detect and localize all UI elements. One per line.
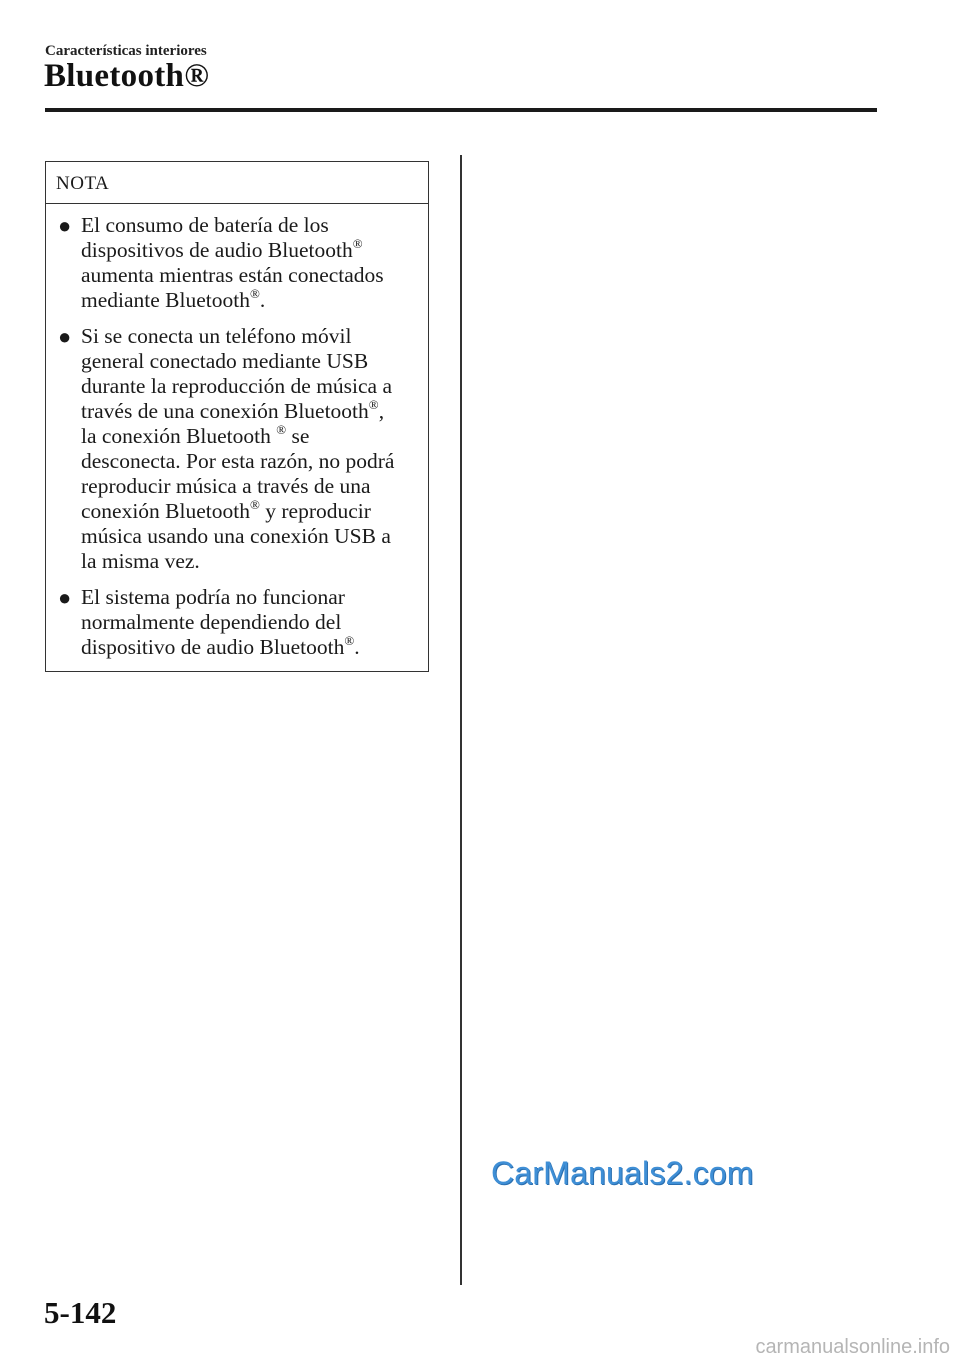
registered-mark: ® <box>276 422 287 437</box>
note-box <box>45 161 429 672</box>
note-list <box>46 204 428 660</box>
note-line: través de una conexión Bluetooth®, <box>81 397 385 423</box>
note-line: reproducir música a través de una <box>81 474 371 498</box>
section-label: Características interiores <box>45 43 207 59</box>
note-line: mediante Bluetooth®. <box>81 286 266 312</box>
column-divider <box>460 155 462 1285</box>
note-item-compatibility <box>46 585 416 660</box>
page-number: 5-142 <box>44 1295 117 1330</box>
note-line: conexión Bluetooth® y reproducir <box>81 497 371 523</box>
title-divider <box>45 108 877 112</box>
note-line: la conexión Bluetooth ® se <box>81 422 310 448</box>
registered-mark: ® <box>249 286 260 301</box>
registered-mark: ® <box>352 236 363 251</box>
note-heading: NOTA <box>46 162 428 204</box>
note-line: Si se conecta un teléfono móvil <box>81 324 352 348</box>
note-line: El consumo de batería de los <box>81 213 329 237</box>
note-line: aumenta mientras están conectados <box>81 263 384 287</box>
registered-mark: ® <box>250 497 260 512</box>
note-line: dispositivo de audio Bluetooth®. <box>81 633 360 659</box>
note-item-battery <box>46 213 416 313</box>
registered-mark: ® <box>344 633 355 648</box>
note-line: general conectado mediante USB <box>81 349 369 373</box>
note-line: dispositivos de audio Bluetooth® <box>81 236 363 262</box>
note-line: normalmente dependiendo del <box>81 610 342 634</box>
watermark-logo: CarManuals2.com <box>491 1155 754 1191</box>
registered-mark: ® <box>368 397 379 412</box>
note-line: durante la reproducción de música a <box>81 374 393 398</box>
note-item-usb-phone <box>46 324 416 574</box>
note-line: El sistema podría no funcionar <box>81 585 345 609</box>
watermark-url: carmanualsonline.info <box>755 1336 950 1358</box>
bullet-icon: ● <box>58 585 72 610</box>
bullet-icon: ● <box>58 213 72 238</box>
note-line: la misma vez. <box>81 549 200 573</box>
bullet-icon: ● <box>58 324 72 349</box>
page-title: Bluetooth® <box>44 58 210 94</box>
note-line: música usando una conexión USB a <box>81 524 391 548</box>
note-line: desconecta. Por esta razón, no podrá <box>81 449 395 473</box>
